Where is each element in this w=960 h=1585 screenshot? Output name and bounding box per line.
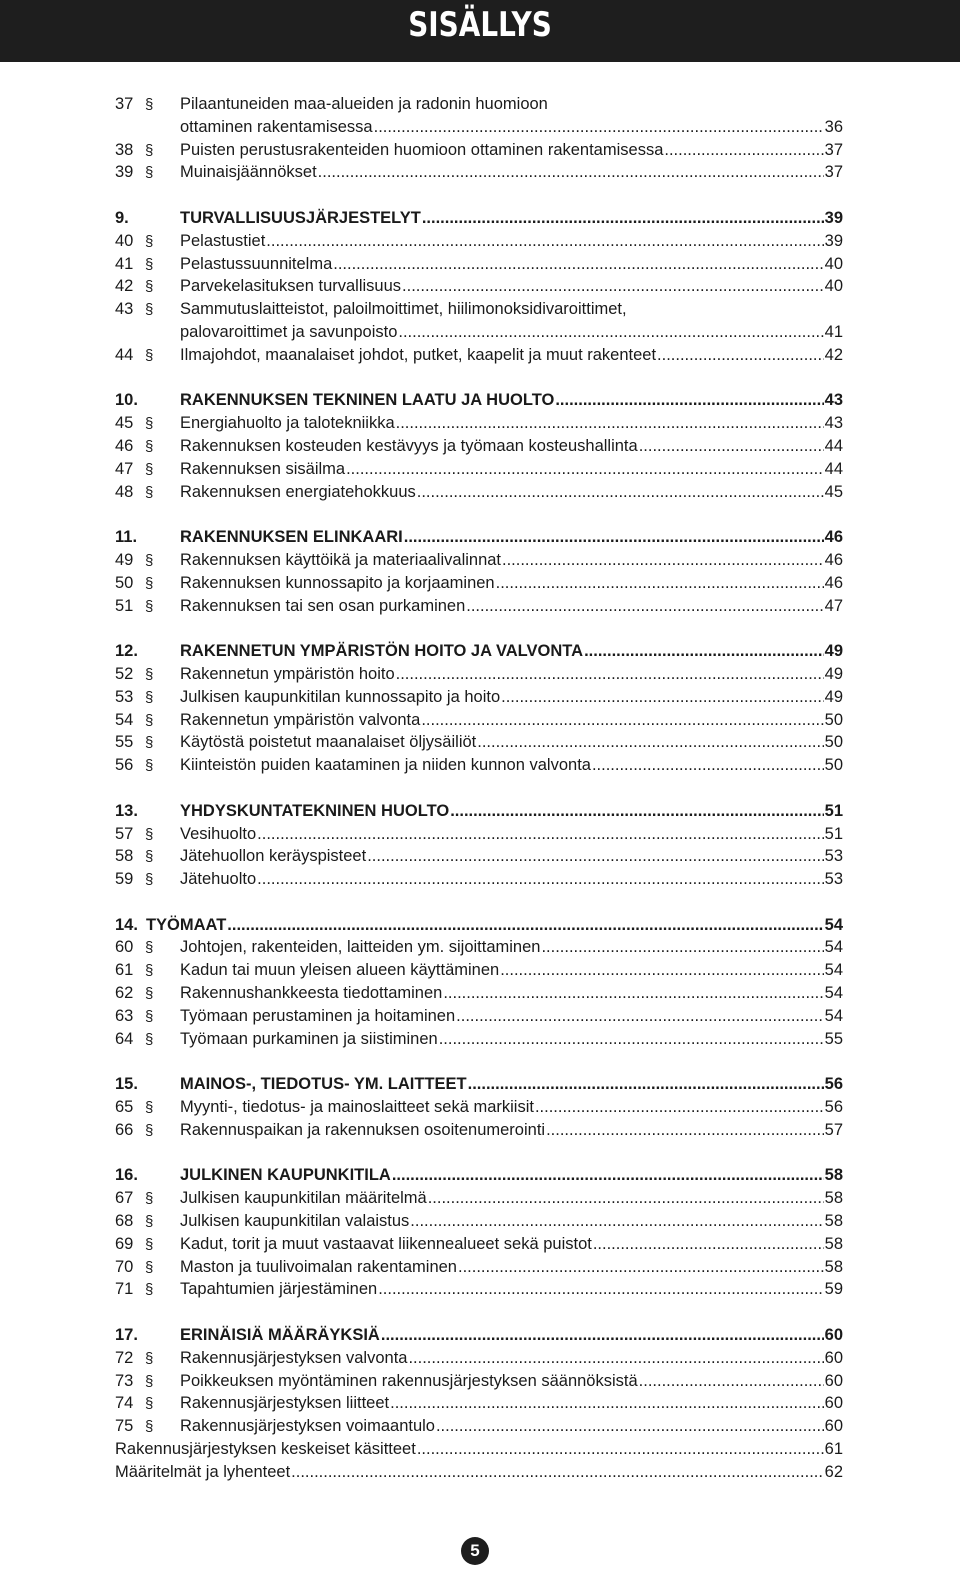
dot-leader — [593, 1233, 824, 1256]
dot-leader — [266, 230, 823, 253]
toc-entry — [115, 868, 843, 891]
dot-leader — [417, 1438, 824, 1461]
entry-title: TYÖMAAT — [145, 915, 227, 934]
toc-entry — [115, 595, 843, 618]
entry-title: Johtojen, rakenteiden, laitteiden ym. sijoittaminen — [180, 938, 541, 957]
toc-entry — [115, 139, 843, 162]
toc-chapter-heading — [115, 526, 843, 549]
dot-leader — [501, 686, 824, 709]
section-symbol: § — [145, 1007, 154, 1025]
dot-leader — [346, 458, 824, 481]
toc-entry-continuation — [115, 321, 843, 344]
toc-entry — [115, 275, 843, 298]
entry-title: Rakennetun ympäristön valvonta — [180, 710, 421, 729]
page-number-badge: 5 — [461, 1537, 489, 1565]
section-number: 44 — [115, 345, 134, 364]
entry-title: Jätehuollon keräyspisteet — [180, 847, 367, 866]
page-reference: 49 — [824, 642, 843, 661]
dot-leader — [381, 1324, 824, 1347]
dot-leader — [404, 526, 824, 549]
section-symbol: § — [145, 1235, 154, 1253]
section-number: 72 — [115, 1348, 134, 1367]
section-number: 43 — [115, 300, 134, 319]
dot-leader — [592, 754, 824, 777]
section-number: 62 — [115, 984, 134, 1003]
dot-leader — [546, 1119, 824, 1142]
section-symbol: § — [145, 1258, 154, 1276]
dot-leader — [535, 1096, 824, 1119]
page-reference: 54 — [824, 1006, 843, 1025]
section-symbol: § — [145, 848, 154, 866]
entry-title: Ilmajohdot, maanalaiset johdot, putket, kaapelit ja muut rakenteet — [180, 345, 657, 364]
section-symbol: § — [145, 985, 154, 1003]
page-reference: 59 — [824, 1280, 843, 1299]
toc-entry — [115, 412, 843, 435]
entry-title: RAKENNETUN YMPÄRISTÖN HOITO JA VALVONTA — [180, 642, 584, 661]
entry-title: JULKINEN KAUPUNKITILA — [180, 1166, 391, 1185]
dot-leader — [443, 982, 823, 1005]
section-symbol: § — [145, 255, 154, 273]
section-symbol: § — [145, 597, 154, 615]
section-number: 46 — [115, 436, 134, 455]
section-symbol: § — [145, 346, 154, 364]
chapter-number: 13. — [115, 801, 138, 820]
entry-title: Energiahuolto ja talotekniikka — [180, 414, 395, 433]
entry-title: Rakennuksen tai sen osan purkaminen — [180, 596, 466, 615]
section-number: 74 — [115, 1394, 134, 1413]
dot-leader — [500, 959, 823, 982]
section-number: 58 — [115, 847, 134, 866]
toc-chapter-heading — [115, 914, 843, 937]
page-reference: 51 — [824, 824, 843, 843]
page-reference: 51 — [824, 801, 843, 820]
toc-entry — [115, 1370, 843, 1393]
section-symbol: § — [145, 711, 154, 729]
entry-title: Julkisen kaupunkitilan valaistus — [180, 1212, 410, 1231]
entry-title: Kiinteistön puiden kaataminen ja niiden kunnon valvonta — [180, 756, 591, 775]
page-reference: 44 — [824, 436, 843, 455]
entry-title: Rakennuksen sisäilma — [180, 459, 346, 478]
entry-title: Rakennuksen energiatehokkuus — [180, 482, 416, 501]
section-number: 67 — [115, 1189, 134, 1208]
entry-title: Pelastussuunnitelma — [180, 254, 333, 273]
page-reference: 45 — [824, 482, 843, 501]
section-number: 51 — [115, 596, 134, 615]
toc-entry — [115, 93, 843, 116]
page-reference: 39 — [824, 231, 843, 250]
section-number: 54 — [115, 710, 134, 729]
toc-entry — [115, 731, 843, 754]
entry-title: Rakennuksen käyttöikä ja materiaalivalinnat — [180, 550, 502, 569]
toc-chapter-heading — [115, 1164, 843, 1187]
section-number: 63 — [115, 1006, 134, 1025]
page-reference: 58 — [824, 1212, 843, 1231]
page-header — [0, 0, 960, 62]
page-reference: 54 — [824, 984, 843, 1003]
page-reference: 41 — [824, 322, 843, 341]
dot-leader — [408, 1347, 823, 1370]
section-number: 48 — [115, 482, 134, 501]
entry-title: Rakennusjärjestyksen keskeiset käsitteet — [115, 1440, 416, 1459]
section-number: 45 — [115, 414, 134, 433]
section-number: 65 — [115, 1098, 134, 1117]
section-number: 50 — [115, 573, 134, 592]
dot-leader — [468, 1073, 824, 1096]
section-symbol: § — [145, 757, 154, 775]
dot-leader — [392, 1164, 824, 1187]
dot-leader — [378, 1278, 823, 1301]
entry-title: Rakennuspaikan ja rakennuksen osoitenumerointi — [180, 1120, 546, 1139]
entry-title: TURVALLISUUSJÄRJESTELYT — [180, 208, 421, 227]
page-reference: 54 — [824, 938, 843, 957]
page-reference: 60 — [824, 1348, 843, 1367]
entry-title: Sammutuslaitteistot, paloilmoittimet, hiilimonoksidivaroittimet, — [180, 300, 627, 319]
toc-entry — [115, 845, 843, 868]
toc-entry — [115, 549, 843, 572]
section-symbol: § — [145, 460, 154, 478]
toc-entry — [115, 663, 843, 686]
section-symbol: § — [145, 96, 154, 113]
page-reference: 46 — [824, 550, 843, 569]
section-number: 49 — [115, 550, 134, 569]
page-reference: 49 — [824, 687, 843, 706]
section-symbol: § — [145, 1418, 154, 1436]
dot-leader — [450, 800, 823, 823]
dot-leader — [502, 549, 824, 572]
toc-entry — [115, 823, 843, 846]
toc-entry — [115, 458, 843, 481]
toc-entry — [115, 298, 843, 321]
toc-entry — [115, 230, 843, 253]
toc-entry — [115, 936, 843, 959]
section-symbol: § — [145, 483, 154, 501]
toc-entry — [115, 1347, 843, 1370]
section-symbol: § — [145, 437, 154, 455]
section-number: 37 — [115, 95, 134, 113]
toc-entry — [115, 709, 843, 732]
toc-chapter-heading — [115, 1324, 843, 1347]
entry-title: Rakennusjärjestyksen voimaantulo — [180, 1417, 435, 1436]
entry-title: Maston ja tuulivoimalan rakentaminen — [180, 1257, 457, 1276]
dot-leader — [333, 253, 823, 276]
section-number: 61 — [115, 961, 134, 980]
section-symbol: § — [145, 1395, 154, 1413]
entry-title: Rakennushankkeesta tiedottaminen — [180, 984, 443, 1003]
dot-leader — [227, 914, 823, 937]
section-symbol: § — [145, 1213, 154, 1231]
section-symbol: § — [145, 1190, 154, 1208]
page-reference: 54 — [824, 915, 843, 934]
page-reference: 49 — [824, 664, 843, 683]
section-number: 66 — [115, 1120, 134, 1139]
dot-leader — [541, 936, 823, 959]
entry-title: Puisten perustusrakenteiden huomioon ottaminen rakentamisessa — [180, 140, 664, 159]
section-number: 59 — [115, 870, 134, 889]
toc-appendix-entry — [115, 1438, 843, 1461]
toc-entry — [115, 1415, 843, 1438]
entry-title: Vesihuolto — [180, 824, 257, 843]
page-title: SISÄLLYS — [408, 5, 552, 45]
section-symbol: § — [145, 734, 154, 752]
toc-chapter-heading — [115, 1073, 843, 1096]
page-reference: 37 — [824, 140, 843, 159]
chapter-number: 14. — [115, 915, 138, 934]
page-reference: 55 — [824, 1029, 843, 1048]
section-symbol: § — [145, 551, 154, 569]
page-reference: 43 — [824, 391, 843, 410]
section-symbol: § — [145, 1281, 154, 1299]
toc-entry — [115, 686, 843, 709]
entry-title: Rakennetun ympäristön hoito — [180, 664, 395, 683]
page-reference: 54 — [824, 961, 843, 980]
page-reference: 40 — [824, 254, 843, 273]
entry-title: ottaminen rakentamisessa — [180, 117, 373, 136]
toc-entry — [115, 1210, 843, 1233]
page-reference: 60 — [824, 1417, 843, 1436]
dot-leader — [555, 389, 823, 412]
toc-entry — [115, 161, 843, 184]
dot-leader — [417, 481, 824, 504]
section-number: 70 — [115, 1257, 134, 1276]
entry-title: palovaroittimet ja savunpoisto — [180, 322, 398, 341]
toc-entry — [115, 1233, 843, 1256]
entry-title: Pelastustiet — [180, 231, 266, 250]
page-reference: 37 — [824, 163, 843, 182]
toc-appendix-entry — [115, 1461, 843, 1484]
toc-entry — [115, 1096, 843, 1119]
section-symbol: § — [145, 278, 154, 296]
chapter-number: 10. — [115, 391, 138, 410]
chapter-number: 15. — [115, 1075, 138, 1094]
section-symbol: § — [145, 871, 154, 889]
entry-title: Kadun tai muun yleisen alueen käyttäminen — [180, 961, 500, 980]
section-number: 39 — [115, 163, 134, 182]
page-reference: 42 — [824, 345, 843, 364]
page-reference: 58 — [824, 1189, 843, 1208]
dot-leader — [639, 1370, 824, 1393]
page-reference: 57 — [824, 1120, 843, 1139]
chapter-number: 11. — [115, 528, 138, 547]
section-number: 69 — [115, 1234, 134, 1253]
dot-leader — [439, 1028, 824, 1051]
dot-leader — [657, 344, 824, 367]
entry-title: ERINÄISIÄ MÄÄRÄYKSIÄ — [180, 1326, 380, 1345]
toc-entry — [115, 253, 843, 276]
section-number: 73 — [115, 1371, 134, 1390]
dot-leader — [664, 139, 823, 162]
section-number: 53 — [115, 687, 134, 706]
dot-leader — [477, 731, 823, 754]
entry-title: Rakennusjärjestyksen liitteet — [180, 1394, 390, 1413]
toc-entry — [115, 1278, 843, 1301]
entry-title: YHDYSKUNTATEKNINEN HUOLTO — [180, 801, 450, 820]
section-symbol: § — [145, 164, 154, 182]
section-number: 40 — [115, 231, 134, 250]
section-symbol: § — [145, 141, 154, 159]
toc-chapter-heading — [115, 640, 843, 663]
page-reference: 43 — [824, 414, 843, 433]
toc-chapter-heading — [115, 800, 843, 823]
section-symbol: § — [145, 825, 154, 843]
dot-leader — [396, 663, 824, 686]
entry-title: Rakennuksen kosteuden kestävyys ja työmaan kosteushallinta — [180, 436, 638, 455]
entry-title: Julkisen kaupunkitilan määritelmä — [180, 1189, 427, 1208]
section-symbol: § — [145, 301, 154, 319]
section-number: 41 — [115, 254, 134, 273]
chapter-number: 12. — [115, 642, 138, 661]
toc-entry — [115, 754, 843, 777]
toc-entry — [115, 1256, 843, 1279]
section-symbol: § — [145, 1099, 154, 1117]
dot-leader — [367, 845, 823, 868]
toc-entry-continuation — [115, 116, 843, 139]
page-reference: 46 — [824, 573, 843, 592]
dot-leader — [390, 1392, 824, 1415]
page-reference: 50 — [824, 733, 843, 752]
entry-title: Käytöstä poistetut maanalaiset öljysäiliöt — [180, 733, 477, 752]
section-symbol: § — [145, 1372, 154, 1390]
section-symbol: § — [145, 1121, 154, 1139]
toc-entry — [115, 959, 843, 982]
toc-chapter-heading — [115, 207, 843, 230]
toc-entry — [115, 481, 843, 504]
chapter-number: 9. — [115, 208, 129, 227]
section-number: 42 — [115, 277, 134, 296]
entry-title: Parvekelasituksen turvallisuus — [180, 277, 402, 296]
page-reference: 47 — [824, 596, 843, 615]
section-symbol: § — [145, 415, 154, 433]
dot-leader — [257, 823, 823, 846]
dot-leader — [458, 1256, 824, 1279]
toc-entry — [115, 572, 843, 595]
entry-title: Tapahtumien järjestäminen — [180, 1280, 378, 1299]
dot-leader — [402, 275, 824, 298]
dot-leader — [456, 1005, 823, 1028]
entry-title: MAINOS-, TIEDOTUS- YM. LAITTEET — [180, 1075, 467, 1094]
section-symbol: § — [145, 962, 154, 980]
dot-leader — [496, 572, 824, 595]
page-reference: 60 — [824, 1371, 843, 1390]
page-reference: 58 — [824, 1166, 843, 1185]
toc-entry — [115, 1119, 843, 1142]
entry-title: RAKENNUKSEN TEKNINEN LAATU JA HUOLTO — [180, 391, 555, 410]
table-of-contents — [115, 93, 843, 1484]
page-reference: 56 — [824, 1098, 843, 1117]
page-reference: 62 — [824, 1462, 843, 1481]
section-number: 47 — [115, 459, 134, 478]
entry-title: RAKENNUKSEN ELINKAARI — [180, 528, 403, 547]
page-reference: 39 — [824, 208, 843, 227]
entry-title: Poikkeuksen myöntäminen rakennusjärjestyksen säännöksistä — [180, 1371, 638, 1390]
section-number: 75 — [115, 1417, 134, 1436]
entry-title: Kadut, torit ja muut vastaavat liikennealueet sekä puistot — [180, 1234, 592, 1253]
section-symbol: § — [145, 1349, 154, 1367]
page-reference: 44 — [824, 459, 843, 478]
page-reference: 56 — [824, 1075, 843, 1094]
page-reference: 61 — [824, 1440, 843, 1459]
page-reference: 58 — [824, 1257, 843, 1276]
dot-leader — [584, 640, 824, 663]
toc-entry — [115, 1392, 843, 1415]
dot-leader — [396, 412, 824, 435]
toc-entry — [115, 1187, 843, 1210]
section-symbol: § — [145, 665, 154, 683]
section-number: 52 — [115, 664, 134, 683]
section-number: 60 — [115, 938, 134, 957]
dot-leader — [428, 1187, 824, 1210]
section-symbol: § — [145, 939, 154, 957]
page-reference: 58 — [824, 1234, 843, 1253]
section-symbol: § — [145, 574, 154, 592]
section-number: 38 — [115, 140, 134, 159]
dot-leader — [398, 321, 823, 344]
section-number: 64 — [115, 1029, 134, 1048]
section-symbol: § — [145, 1030, 154, 1048]
section-symbol: § — [145, 688, 154, 706]
entry-title: Määritelmät ja lyhenteet — [115, 1462, 291, 1481]
toc-entry — [115, 344, 843, 367]
toc-entry — [115, 1028, 843, 1051]
chapter-number: 16. — [115, 1166, 138, 1185]
dot-leader — [421, 709, 823, 732]
page-reference: 50 — [824, 756, 843, 775]
page-reference: 60 — [824, 1326, 843, 1345]
entry-title: Julkisen kaupunkitilan kunnossapito ja hoito — [180, 687, 501, 706]
entry-title: Rakennuksen kunnossapito ja korjaaminen — [180, 573, 495, 592]
section-number: 57 — [115, 824, 134, 843]
dot-leader — [410, 1210, 823, 1233]
toc-entry — [115, 1005, 843, 1028]
section-number: 68 — [115, 1212, 134, 1231]
entry-title: Myynti-, tiedotus- ja mainoslaitteet sekä markiisit — [180, 1098, 534, 1117]
dot-leader — [291, 1461, 823, 1484]
section-number: 55 — [115, 733, 134, 752]
dot-leader — [318, 161, 824, 184]
dot-leader — [422, 207, 824, 230]
section-symbol: § — [145, 232, 154, 250]
page-reference: 53 — [824, 847, 843, 866]
entry-title: Jätehuolto — [180, 870, 257, 889]
dot-leader — [257, 868, 823, 891]
dot-leader — [466, 595, 823, 618]
page-reference: 36 — [824, 117, 843, 136]
toc-entry — [115, 435, 843, 458]
page-reference: 60 — [824, 1394, 843, 1413]
section-number: 56 — [115, 756, 134, 775]
entry-title: Työmaan purkaminen ja siistiminen — [180, 1029, 438, 1048]
dot-leader — [639, 435, 824, 458]
page-reference: 53 — [824, 870, 843, 889]
dot-leader — [436, 1415, 824, 1438]
toc-chapter-heading — [115, 389, 843, 412]
entry-title: Pilaantuneiden maa-alueiden ja radonin huomioon — [180, 95, 548, 113]
toc-entry — [115, 982, 843, 1005]
entry-title: Muinaisjäännökset — [180, 163, 317, 182]
chapter-number: 17. — [115, 1326, 138, 1345]
page-reference: 40 — [824, 277, 843, 296]
entry-title: Rakennusjärjestyksen valvonta — [180, 1348, 408, 1367]
page-reference: 46 — [824, 528, 843, 547]
section-number: 71 — [115, 1280, 134, 1299]
page-reference: 50 — [824, 710, 843, 729]
dot-leader — [374, 116, 824, 139]
entry-title: Työmaan perustaminen ja hoitaminen — [180, 1006, 456, 1025]
